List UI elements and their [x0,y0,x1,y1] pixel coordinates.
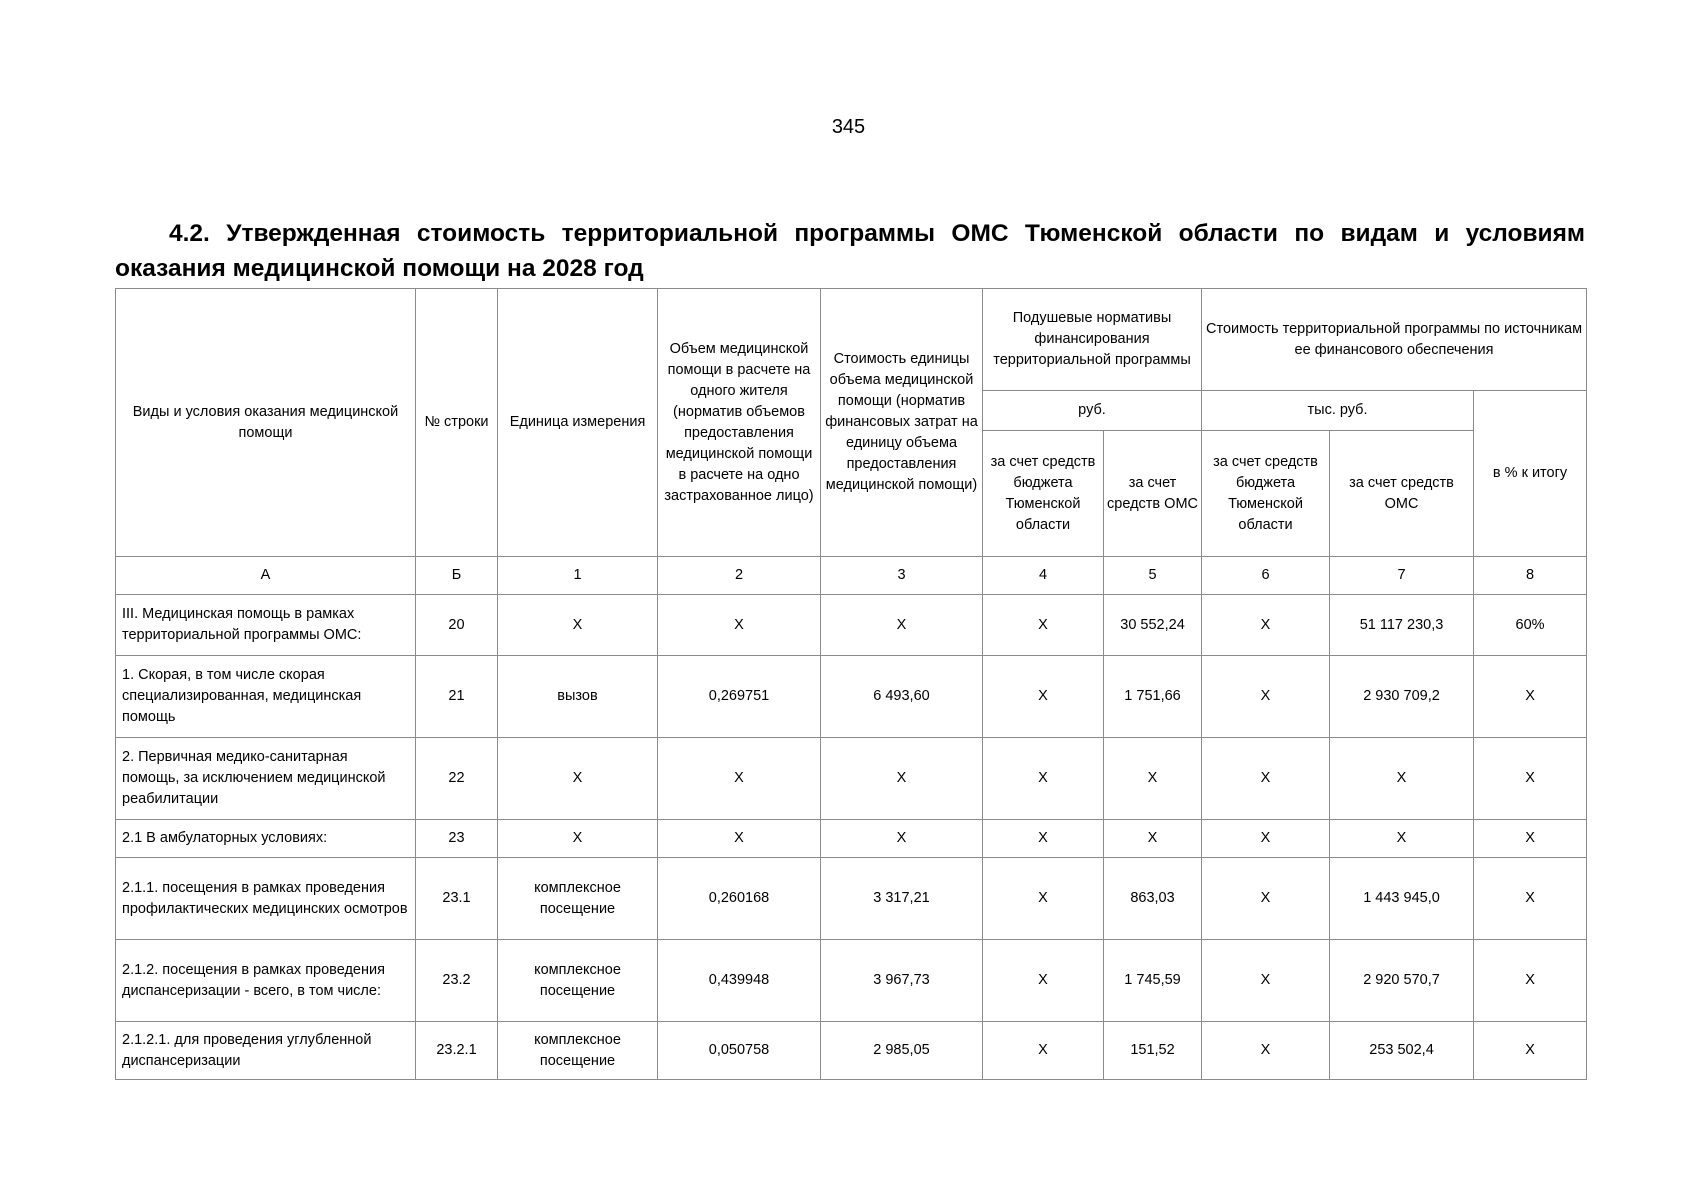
row-per-capita-budget: X [983,1022,1104,1080]
row-per-capita-budget: X [983,595,1104,656]
column-letter: 5 [1104,557,1202,595]
table-row [116,738,1587,820]
row-unit-cost: 3 317,21 [821,858,983,940]
row-cost-oms: X [1330,738,1474,820]
row-unit: комплексное посещение [498,940,658,1022]
row-cost-oms: X [1330,820,1474,858]
header-volume: Объем медицинской помощи в расчете на одного жителя (норматив объемов предоставления медицинской помощи в расчете на одно застрахованное лицо) [658,289,821,557]
row-unit-cost: X [821,738,983,820]
row-cost-oms: 253 502,4 [1330,1022,1474,1080]
header-oms-source-cost: за счет средств ОМС [1330,431,1474,557]
header-per-capita-group: Подушевые нормативы финансирования территориальной программы [983,289,1202,391]
row-percent: X [1474,820,1587,858]
header-oms-source-per-capita: за счет средств ОМС [1104,431,1202,557]
row-volume: X [658,820,821,858]
row-cost-budget: X [1202,858,1330,940]
row-percent: X [1474,1022,1587,1080]
header-budget-source-per-capita: за счет средств бюджета Тюменской области [983,431,1104,557]
row-volume: 0,439948 [658,940,821,1022]
row-percent: X [1474,738,1587,820]
row-per-capita-budget: X [983,738,1104,820]
header-program-cost-unit: тыс. руб. [1202,391,1474,431]
table-row [116,595,1587,656]
header-budget-source-cost: за счет средств бюджета Тюменской области [1202,431,1330,557]
header-per-capita-unit: руб. [983,391,1202,431]
row-cost-oms: 1 443 945,0 [1330,858,1474,940]
row-per-capita-oms: 1 745,59 [1104,940,1202,1022]
header-kind: Виды и условия оказания медицинской помощи [116,289,416,557]
column-letter: 4 [983,557,1104,595]
header-program-cost-group: Стоимость территориальной программы по источникам ее финансового обеспечения [1202,289,1587,391]
row-percent: 60% [1474,595,1587,656]
row-unit-cost: X [821,820,983,858]
table-body [116,595,1587,1080]
row-cost-budget: X [1202,738,1330,820]
header-unit: Единица измерения [498,289,658,557]
row-unit: X [498,595,658,656]
row-cost-budget: X [1202,940,1330,1022]
row-unit: комплексное посещение [498,858,658,940]
row-per-capita-budget: X [983,656,1104,738]
row-per-capita-oms: 30 552,24 [1104,595,1202,656]
table-row [116,656,1587,738]
row-number: 23 [416,820,498,858]
row-name: 2.1.1. посещения в рамках проведения профилактических медицинских осмотров [116,858,416,940]
table-row [116,820,1587,858]
document-title: 4.2. Утвержденная стоимость территориальной программы ОМС Тюменской области по видам и условиям оказания медицинской помощи на 2028 год [115,220,1585,282]
row-volume: 0,269751 [658,656,821,738]
row-cost-oms: 2 930 709,2 [1330,656,1474,738]
row-unit-cost: 6 493,60 [821,656,983,738]
row-unit: комплексное посещение [498,1022,658,1080]
row-per-capita-budget: X [983,820,1104,858]
row-unit: вызов [498,656,658,738]
row-volume: 0,050758 [658,1022,821,1080]
row-cost-budget: X [1202,1022,1330,1080]
row-unit-cost: X [821,595,983,656]
row-volume: X [658,738,821,820]
column-letter: 2 [658,557,821,595]
row-number: 21 [416,656,498,738]
column-letter: 7 [1330,557,1474,595]
column-letter: 3 [821,557,983,595]
column-letter: 1 [498,557,658,595]
row-cost-budget: X [1202,656,1330,738]
row-per-capita-oms: 863,03 [1104,858,1202,940]
row-number: 23.2.1 [416,1022,498,1080]
header-unit-cost: Стоимость единицы объема медицинской помощи (норматив финансовых затрат на единицу объема предоставления медицинской помощи) [821,289,983,557]
table-row [116,940,1587,1022]
row-volume: X [658,595,821,656]
table-row [116,1022,1587,1080]
row-number: 23.1 [416,858,498,940]
row-unit: X [498,820,658,858]
column-letter: 8 [1474,557,1587,595]
column-letter: 6 [1202,557,1330,595]
row-cost-oms: 51 117 230,3 [1330,595,1474,656]
header-percent-total: в % к итогу [1474,391,1587,557]
column-letter: А [116,557,416,595]
row-per-capita-budget: X [983,940,1104,1022]
row-percent: X [1474,858,1587,940]
row-name: 2.1.2. посещения в рамках проведения диспансеризации - всего, в том числе: [116,940,416,1022]
row-unit-cost: 2 985,05 [821,1022,983,1080]
row-percent: X [1474,656,1587,738]
row-percent: X [1474,940,1587,1022]
row-number: 20 [416,595,498,656]
row-cost-oms: 2 920 570,7 [1330,940,1474,1022]
row-number: 22 [416,738,498,820]
row-name: 1. Скорая, в том числе скорая специализированная, медицинская помощь [116,656,416,738]
column-letter: Б [416,557,498,595]
row-per-capita-oms: X [1104,820,1202,858]
row-per-capita-budget: X [983,858,1104,940]
row-name: 2. Первичная медико-санитарная помощь, за исключением медицинской реабилитации [116,738,416,820]
header-row-no: № строки [416,289,498,557]
row-name: III. Медицинская помощь в рамках территориальной программы ОМС: [116,595,416,656]
row-name: 2.1 В амбулаторных условиях: [116,820,416,858]
row-per-capita-oms: X [1104,738,1202,820]
row-volume: 0,260168 [658,858,821,940]
row-unit-cost: 3 967,73 [821,940,983,1022]
row-number: 23.2 [416,940,498,1022]
page-number: 345 [831,116,866,138]
table-header [116,289,1587,595]
row-per-capita-oms: 1 751,66 [1104,656,1202,738]
row-cost-budget: X [1202,595,1330,656]
row-per-capita-oms: 151,52 [1104,1022,1202,1080]
table-row [116,858,1587,940]
row-unit: X [498,738,658,820]
row-name: 2.1.2.1. для проведения углубленной диспансеризации [116,1022,416,1080]
program-cost-table [115,288,1587,1080]
column-letter-row [116,557,1587,595]
row-cost-budget: X [1202,820,1330,858]
